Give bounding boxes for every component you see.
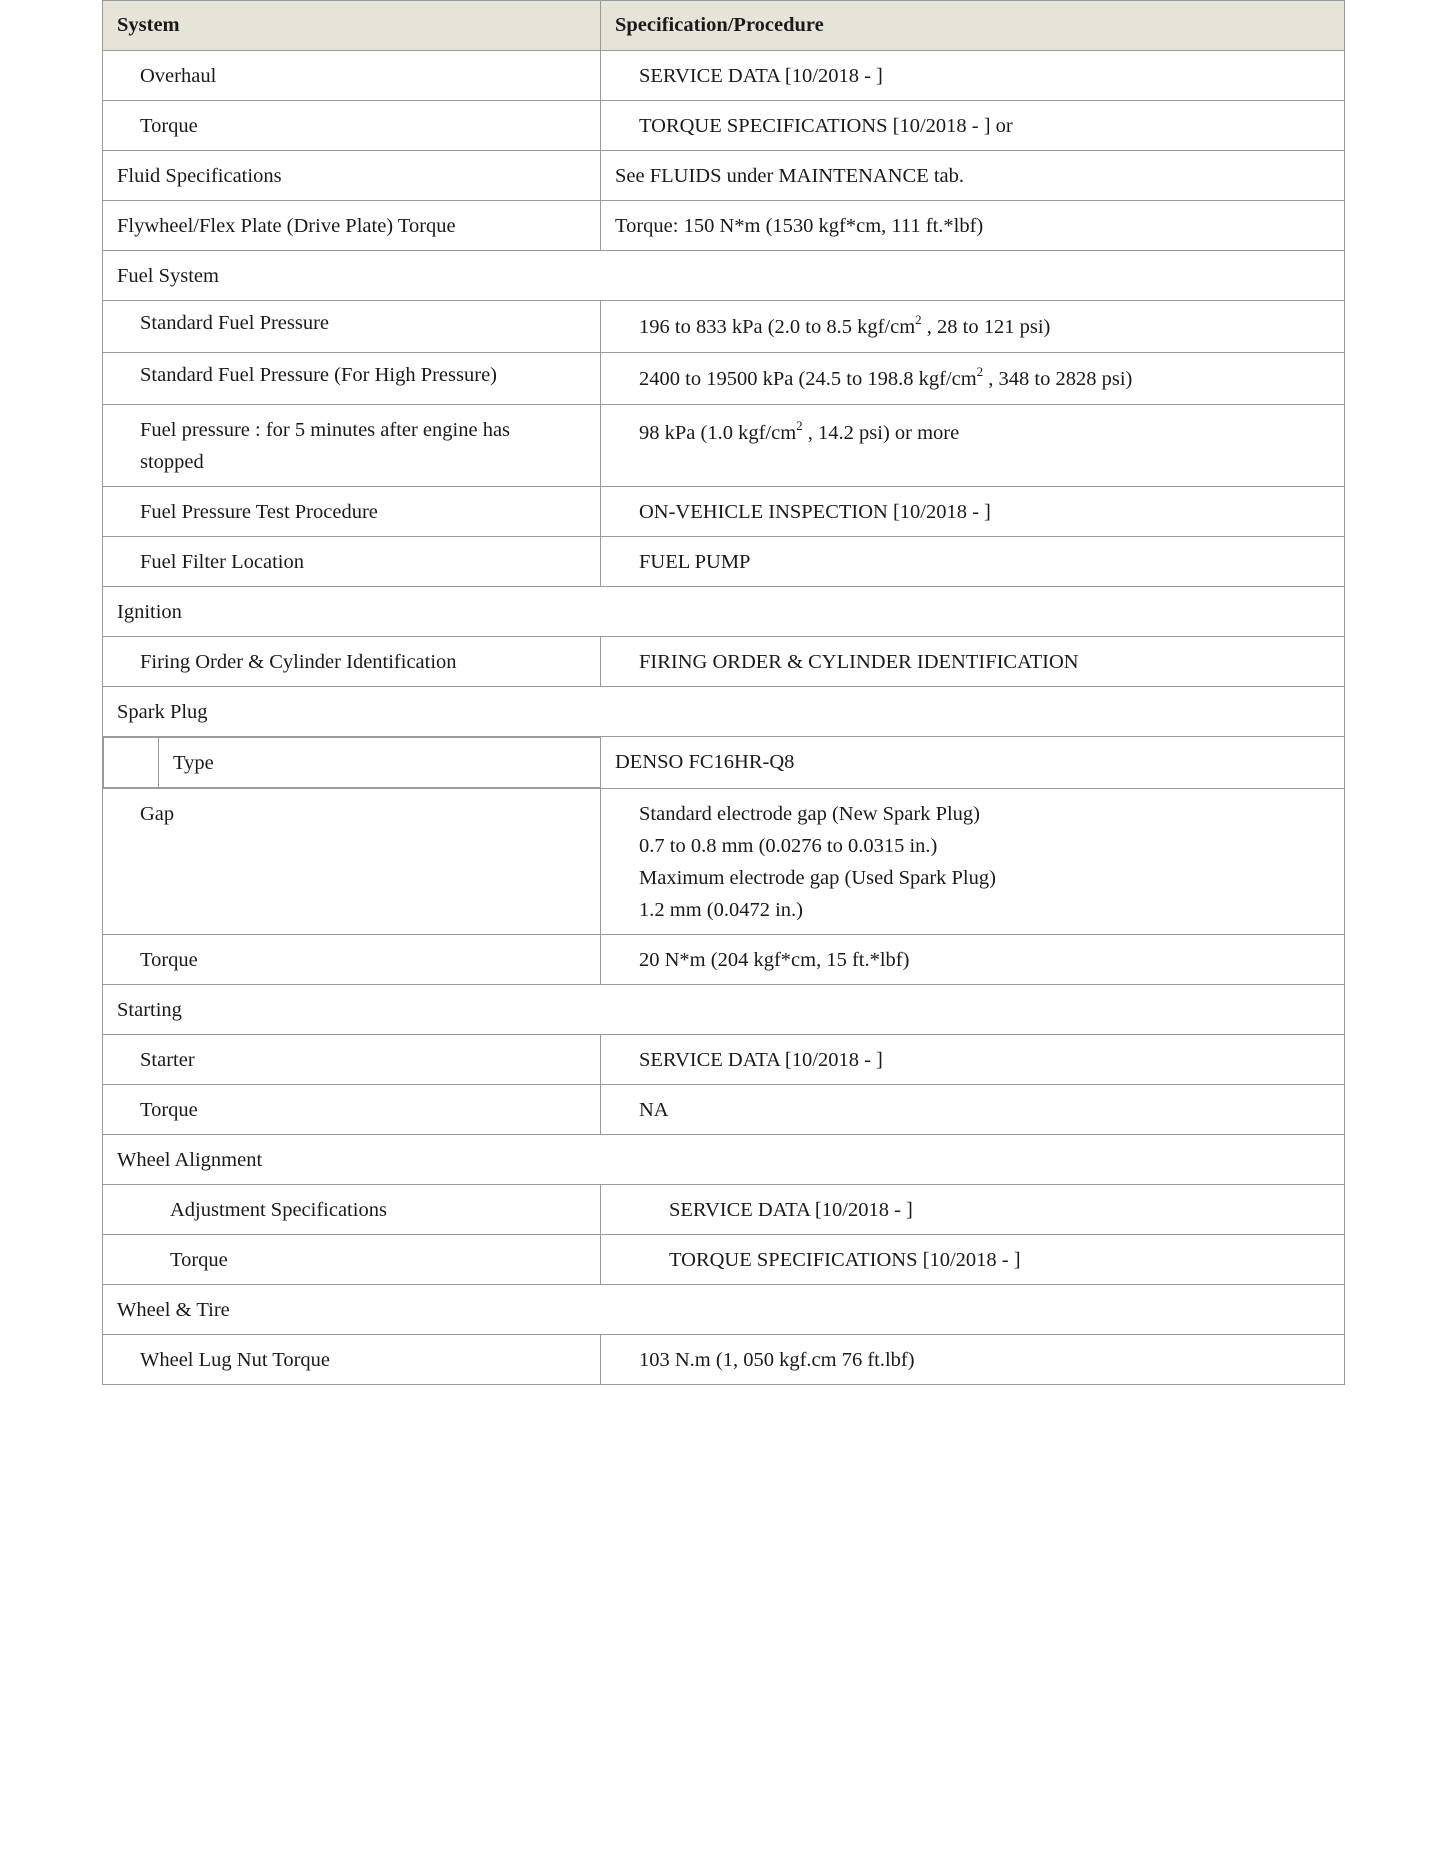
row-label [103,737,601,789]
row-value: DENSO FC16HR-Q8 [601,737,1345,789]
row-label: Standard Fuel Pressure [103,301,601,353]
table-row [103,151,1345,201]
section-row-fuel-system [103,251,1345,301]
section-row-ignition [103,587,1345,637]
row-label: Gap [103,789,601,935]
table-row [103,1235,1345,1285]
row-label: Overhaul [103,51,601,101]
row-value: Torque: 150 N*m (1530 kgf*cm, 111 ft.*lbf) [601,201,1345,251]
row-value: NA [601,1085,1345,1135]
gap-line: Standard electrode gap (New Spark Plug) [639,803,980,825]
row-label: Torque [103,1085,601,1135]
row-label: Torque [103,1235,601,1285]
section-row-wheel-tire [103,1285,1345,1335]
row-value: FUEL PUMP [601,537,1345,587]
row-value: 2400 to 19500 kPa (24.5 to 198.8 kgf/$cm^2$ , 348 to 2828 psi) [601,353,1345,405]
row-value: 196 to 833 kPa (2.0 to 8.5 kgf/$cm^2$ , 28 to 121 psi) [601,301,1345,353]
row-value: 20 N*m (204 kgf*cm, 15 ft.*lbf) [601,935,1345,985]
table-row [103,1335,1345,1385]
table-row [103,101,1345,151]
table-row [103,487,1345,537]
row-value: FIRING ORDER & CYLINDER IDENTIFICATION [601,637,1345,687]
row-value: SERVICE DATA [10/2018 - ] [601,1185,1345,1235]
row-value [601,789,1345,935]
specification-table [102,0,1345,1385]
row-value: SERVICE DATA [10/2018 - ] [601,1035,1345,1085]
row-value: ON-VEHICLE INSPECTION [10/2018 - ] [601,487,1345,537]
table-row [103,51,1345,101]
table-row [103,737,1345,789]
row-label: Torque [103,101,601,151]
table-row [103,935,1345,985]
row-value: 98 kPa (1.0 kgf/$cm^2$ , 14.2 psi) or more [601,405,1345,487]
row-value: 103 N.m (1, 050 kgf.cm 76 ft.lbf) [601,1335,1345,1385]
table-row [103,537,1345,587]
header-system: System [103,1,601,51]
section-heading: Starting [103,985,1345,1035]
row-label: Fuel pressure : for 5 minutes after engine has stopped [103,405,601,487]
table-row [103,201,1345,251]
row-label: Firing Order & Cylinder Identification [103,637,601,687]
row-label: Adjustment Specifications [103,1185,601,1235]
section-heading: Ignition [103,587,1345,637]
section-heading: Wheel & Tire [103,1285,1345,1335]
row-label: Flywheel/Flex Plate (Drive Plate) Torque [103,201,601,251]
header-specification: Specification/Procedure [601,1,1345,51]
row-value: TORQUE SPECIFICATIONS [10/2018 - ] or [601,101,1345,151]
row-label: Starter [103,1035,601,1085]
section-row-starting [103,985,1345,1035]
row-label: Standard Fuel Pressure (For High Pressure) [103,353,601,405]
row-label: Fuel Pressure Test Procedure [103,487,601,537]
section-heading: Wheel Alignment [103,1135,1345,1185]
table-header-row [103,1,1345,51]
nested-label-cell: Type [103,737,600,788]
row-value: SERVICE DATA [10/2018 - ] [601,51,1345,101]
row-label: Fluid Specifications [103,151,601,201]
section-heading: Spark Plug [103,687,1345,737]
table-row [103,353,1345,405]
table-row [103,1085,1345,1135]
table-row [103,1185,1345,1235]
row-value: TORQUE SPECIFICATIONS [10/2018 - ] [601,1235,1345,1285]
table-row [103,301,1345,353]
row-label: Fuel Filter Location [103,537,601,587]
section-row-wheel-alignment [103,1135,1345,1185]
row-label: Wheel Lug Nut Torque [103,1335,601,1385]
indent-spacer [104,738,159,788]
table-row [103,637,1345,687]
gap-line: 1.2 mm (0.0472 in.) [639,899,803,921]
table-row [103,1035,1345,1085]
gap-line: Maximum electrode gap (Used Spark Plug) [639,867,996,889]
table-row [103,405,1345,487]
table-row [103,789,1345,935]
gap-line: 0.7 to 0.8 mm (0.0276 to 0.0315 in.) [639,835,938,857]
row-label: Torque [103,935,601,985]
row-value: See FLUIDS under MAINTENANCE tab. [601,151,1345,201]
section-heading: Fuel System [103,251,1345,301]
section-row-spark-plug [103,687,1345,737]
